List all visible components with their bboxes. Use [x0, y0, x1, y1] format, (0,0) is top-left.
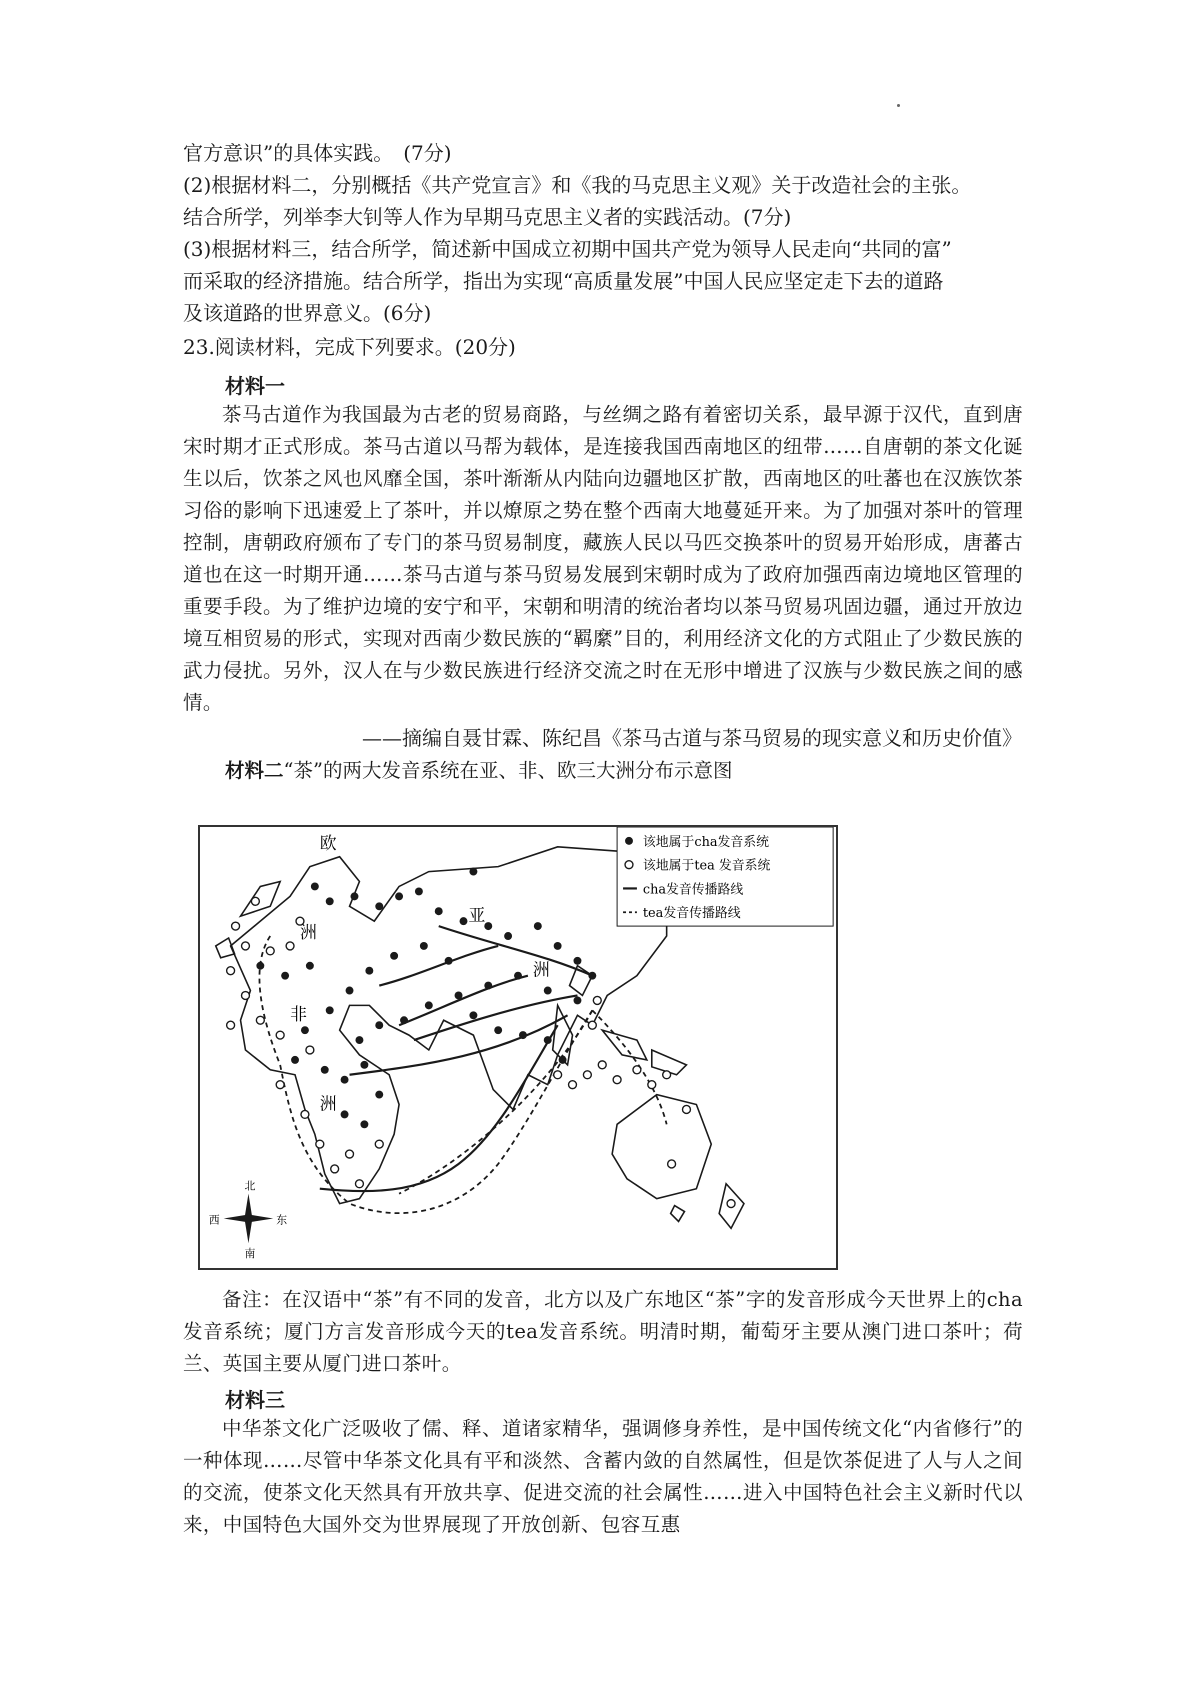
map-svg: [200, 827, 836, 1268]
material-2-caption-line: [225, 755, 732, 783]
label-europe-2: 洲: [299, 921, 317, 942]
label-africa-2: 洲: [319, 1093, 337, 1114]
material-3-body: 中华茶文化广泛吸收了儒、释、道诸家精华，强调修身养性，是中国传统文化“内省修行”的一种体现……尽管中华茶文化具有平和淡然、含蓄内敛的自然属性，但是饮茶促进了人与人之间的交流，使茶文化天然具有开放共享、促进交流的社会属性……进入中国特色社会主义新时代以来，中国特色大国外交为世界展现了开放创新、包容互惠: [183, 1417, 1023, 1536]
compass-south: 南: [244, 1247, 256, 1261]
material-1-body: 茶马古道作为我国最为古老的贸易商路，与丝绸之路有着密切关系，最早源于汉代，直到唐宋时期才正式形成。茶马古道以马帮为载体，是连接我国西南地区的纽带……自唐朝的茶文化诞生以后，饮茶之风也风靡全国，茶叶渐渐从内陆向边疆地区扩散，西南地区的吐蕃也在汉族饮茶习俗的影响下迅速爱上了茶叶，并以燎原之势在整个西南大地蔓延开来。为了加强对茶叶的管理控制，唐朝政府颁布了专门的茶马贸易制度，藏族人民以马匹交换茶叶的贸易开始形成，唐蕃古道也在这一时期开通……茶马古道与茶马贸易发展到宋朝时成为了政府加强西南边境地区管理的重要手段。为了维护边境的安宁和平，宋朝和明清的统治者均以茶马贸易巩固边疆，通过开放边境互相贸易的形式，实现对西南少数民族的“羁縻”目的，利用经济文化的方式阻止了少数民族的武力侵扰。另外，汉人在与少数民族进行经济交流之时在无形中增进了汉族与少数民族之间的感情。: [183, 403, 1023, 714]
question-continuation: 官方意识”的具体实践。 (7分): [183, 141, 452, 165]
tea-routes: [259, 936, 666, 1213]
question-3-line-3: 及该道路的世界意义。(6分): [183, 301, 432, 325]
label-africa-1: 非: [290, 1004, 307, 1025]
material-3-heading: 材料三: [225, 1388, 285, 1412]
legend-cha-dot-icon: [625, 837, 633, 845]
scan-speck: [897, 104, 900, 107]
tea-pronunciation-map: [198, 825, 838, 1270]
question-23-title: 23.阅读材料，完成下列要求。(20分): [183, 335, 516, 359]
map-legend: [617, 827, 833, 926]
map-title: “茶”的两大发音系统在亚、非、欧三大洲分布示意图: [283, 759, 733, 782]
material-2-heading: 材料二: [225, 759, 284, 782]
compass-rose-icon: [209, 1180, 287, 1260]
label-asia-2: 洲: [532, 959, 550, 980]
label-europe-1: 欧: [319, 832, 337, 853]
question-2-line-1: (2)根据材料二，分别概括《共产党宣言》和《我的马克思主义观》关于改造社会的主张。: [183, 173, 972, 197]
material-2-note: 备注：在汉语中“茶”有不同的发音，北方以及广东地区“茶”字的发音形成今天世界上的cha发音系统；厦门方言发音形成今天的tea发音系统。明清时期，葡萄牙主要从澳门进口茶叶；荷兰、英国主要从厦门进口茶叶。: [183, 1288, 1023, 1375]
compass-east: 东: [276, 1213, 288, 1227]
cha-routes: [320, 926, 593, 1191]
material-1-heading: 材料一: [225, 374, 285, 398]
legend-cha-line: cha发音传播路线: [642, 882, 744, 898]
compass-west: 西: [208, 1213, 220, 1227]
material-1-source: ——摘编自聂甘霖、陈纪昌《茶马古道与茶马贸易的现实意义和历史价值》: [362, 726, 1022, 750]
compass-north: 北: [244, 1179, 256, 1193]
label-asia-1: 亚: [468, 905, 486, 926]
legend-tea-line: tea发音传播路线: [642, 906, 741, 922]
question-2-line-2: 结合所学，列举李大钊等人作为早期马克思主义者的实践活动。(7分): [183, 205, 792, 229]
legend-tea-dot: 该地属于tea 发音系统: [642, 858, 771, 874]
question-3-line-1: (3)根据材料三，结合所学，简述新中国成立初期中国共产党为领导人民走向“共同的富”: [183, 237, 952, 261]
question-3-line-2: 而采取的经济措施。结合所学，指出为实现“高质量发展”中国人民应坚定走下去的道路: [183, 269, 944, 293]
legend-tea-dot-icon: [625, 861, 633, 869]
legend-cha-dot: 该地属于cha发音系统: [642, 834, 770, 850]
